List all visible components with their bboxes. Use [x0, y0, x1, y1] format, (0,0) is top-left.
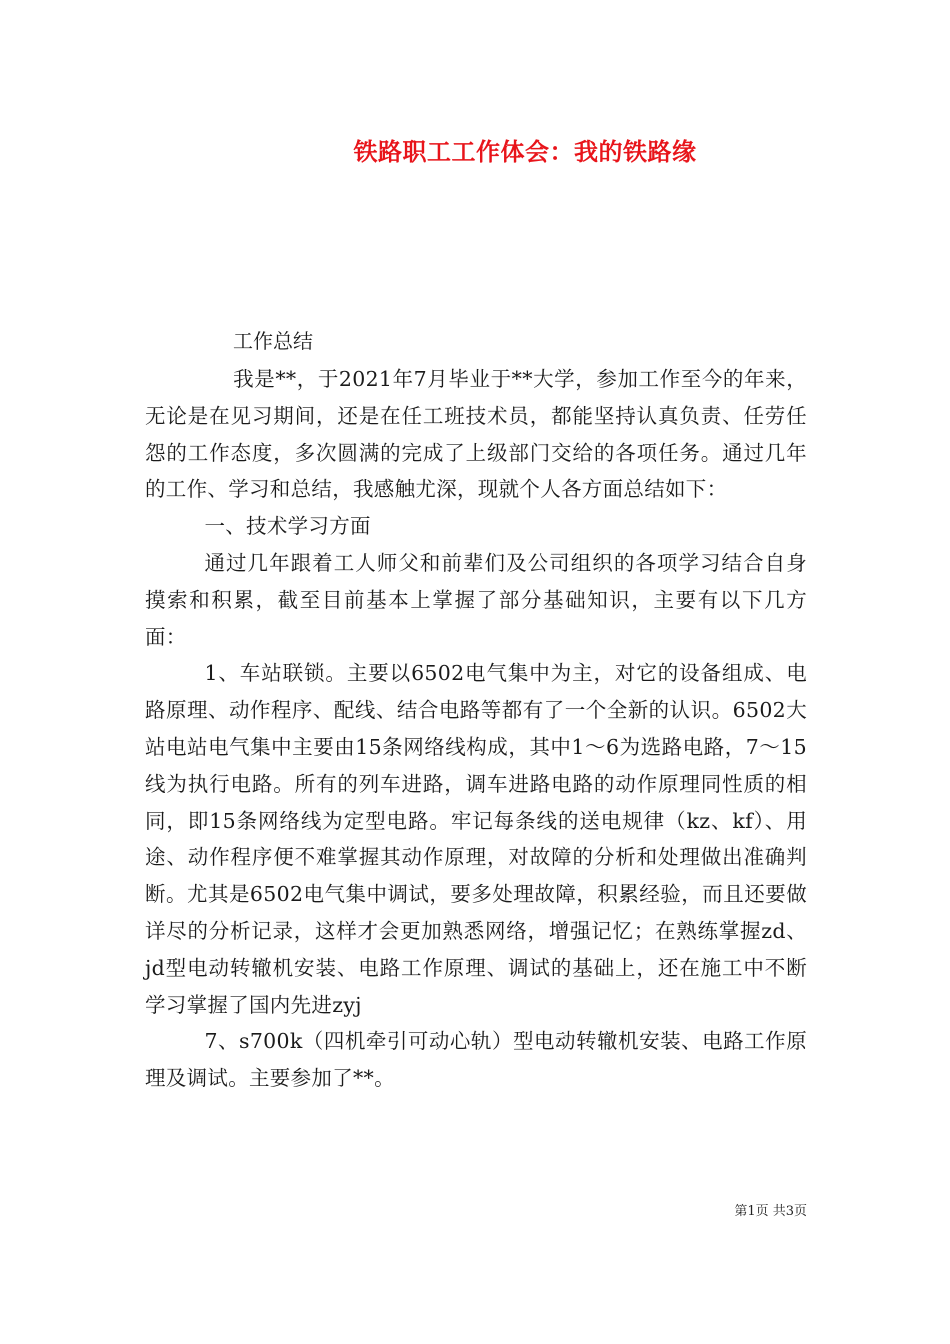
- paragraph-interlocking: 1、车站联锁。主要以6502电气集中为主，对它的设备组成、电路原理、动作程序、配线、结合电路等都有了一个全新的认识。6502大站电站电气集中主要由15条网络线构成，其中1～6为选路电路，7～15线为执行电路。所有的列车进路，调车进路电路的动作原理同性质的相同，即15条网络线为定型电路。牢记每条线的送电规律（kz、kf）、用途、动作程序便不难掌握其动作原理，对故障的分析和处理做出准确判断。尤其是6502电气集中调试，要多处理故障，积累经验，而且还要做详尽的分析记录，这样才会更加熟悉网络，增强记忆；在熟练掌握zd、jd型电动转辙机安装、电路工作原理、调试的基础上，还在施工中不断学习掌握了国内先进zyj: [145, 661, 807, 1017]
- page-number: 第1页 共3页: [734, 1204, 807, 1219]
- document-title: 铁路职工工作体会：我的铁路缘: [353, 137, 697, 166]
- document-body: [145, 361, 807, 1097]
- paragraph-intro: 我是**，于2021年7月毕业于**大学，参加工作至今的年来，无论是在见习期间，还是在任工班技术员，都能坚持认真负责、任劳任怨的工作态度，多次圆满的完成了上级部门交给的各项任务。通过几年的工作、学习和总结，我感触尤深，现就个人各方面总结如下：: [145, 367, 807, 502]
- section-heading: 一、技术学习方面: [204, 514, 371, 539]
- section-label: 工作总结: [233, 329, 313, 353]
- paragraph-study: 通过几年跟着工人师父和前辈们及公司组织的各项学习结合自身摸索和积累，截至目前基本上掌握了部分基础知识，主要有以下几方面：: [145, 550, 807, 649]
- paragraph-switch-machine: 7、s700k（四机牵引可动心轨）型电动转辙机安装、电路工作原理及调试。主要参加了**。: [145, 1029, 807, 1091]
